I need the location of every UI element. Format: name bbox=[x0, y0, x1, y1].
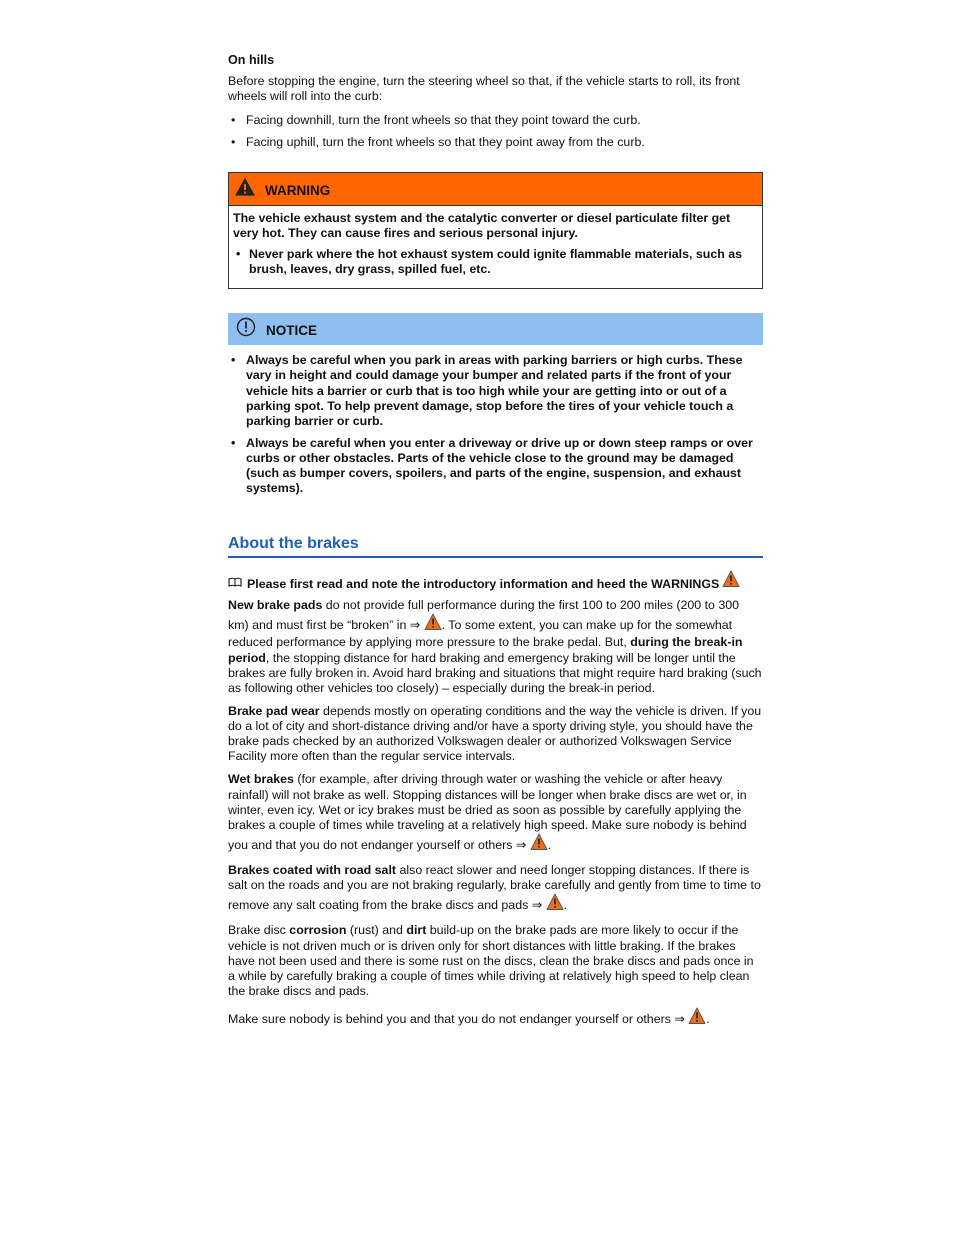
manual-page bbox=[228, 53, 763, 1037]
on-hills-list bbox=[228, 113, 763, 150]
warning-body bbox=[229, 206, 762, 289]
paragraph-text: (for example, after driving through water or washing the vehicle or after heavy rainfall) will not brake as well. Stopping distances will be longer when brake discs are wet or, in winter, even icy. Wet or icy brakes must be dried as soon as possible by carefully applying the brakes a couple of times while traveling at a relatively high speed. Make sure nobody is behind you and that you do not endanger yourself or others ⇒ bbox=[228, 772, 747, 852]
list-item: • Facing downhill, turn the front wheels so that they point toward the curb. bbox=[228, 113, 763, 128]
paragraph-text: depends mostly on operating conditions and the way the vehicle is driven. If you do a lot of city and short-distance driving and/or have a sporty driving style, you should have the brake pads checked by an authorized Volkswagen dealer or authorized Volkswagen Service Facility more often than the regular service intervals. bbox=[228, 703, 762, 764]
warning-triangle-icon[interactable] bbox=[424, 613, 442, 635]
warning-title: WARNING bbox=[265, 182, 331, 198]
list-item: • Always be careful when you park in areas with parking barriers or high curbs. These vary in height and could damage your bumper and related parts if the front of your vehicle hits a barrier or curb that is too high while your are getting into or out of a parking spot. To help prevent damage, stop before the tires of your vehicle touch a parking barrier or curb. bbox=[228, 353, 763, 429]
paragraph-text: (rust) and bbox=[346, 923, 407, 938]
notice-title: NOTICE bbox=[266, 323, 318, 339]
notice-list bbox=[228, 353, 763, 496]
on-hills-intro: Before stopping the engine, turn the steering wheel so that, if the vehicle starts to roll, its front wheels will roll into the curb: bbox=[228, 74, 740, 104]
list-item: • Always be careful when you enter a driveway or drive up or down steep ramps or over curbs or other obstacles. Parts of the vehicle close to the ground may be damaged (such as bumper covers, spoilers, and parts of the engine, suspension, and exhaust systems). bbox=[228, 436, 763, 497]
new-brake-pads-paragraph bbox=[228, 598, 763, 696]
paragraph-text: build-up on the brake pads are more likely to occur if the vehicle is not driven much or is driven only for short distances with little braking. If the brakes have not been used and there is some rust on the discs, clean the brake discs and pads once in a while by carefully braking a couple of times while driving at relatively high speed to help clean the brake discs and pads. bbox=[228, 923, 754, 998]
notice-exclamation-icon bbox=[236, 317, 256, 341]
warning-text: The vehicle exhaust system and the catalytic converter or diesel particulate filter get very hot. They can cause fires and serious personal injury. bbox=[233, 210, 731, 240]
wet-brakes-paragraph: Wet brakes (for example, after driving through water or washing the vehicle or after heavy rainfall) will not brake as well. Stopping distances will be longer when brake discs are wet or, in winter, even icy. Wet or icy brakes must be dried as soon as possible by carefully applying the brakes a couple of times while traveling at a relatively high speed. Make sure nobody is behind you and that you do not endanger yourself or others ⇒ . bbox=[228, 772, 763, 855]
brake-pad-wear-paragraph bbox=[228, 704, 763, 765]
warning-header bbox=[229, 173, 762, 206]
road-salt-paragraph: Brakes coated with road salt also react slower and need longer stopping distances. If there is salt on the roads and you are not braking regularly, brake carefully and gently from time to time to remove any salt coating from the brake discs and pads ⇒ . bbox=[228, 863, 763, 915]
warning-triangle-icon[interactable] bbox=[722, 570, 740, 592]
on-hills-heading: On hills bbox=[228, 53, 275, 67]
section-title: About the brakes bbox=[228, 534, 763, 558]
warning-box bbox=[228, 172, 763, 290]
book-icon bbox=[228, 576, 242, 591]
notice-header bbox=[228, 313, 763, 345]
term: New brake pads bbox=[228, 598, 323, 613]
notice-body bbox=[228, 345, 763, 496]
final-paragraph: Make sure nobody is behind you and that you do not endanger yourself or others ⇒ . bbox=[228, 1007, 763, 1029]
paragraph-text: Make sure nobody is behind you and that you do not endanger yourself or others ⇒ bbox=[228, 1012, 689, 1026]
term: Brakes coated with road salt bbox=[228, 863, 397, 877]
term: dirt bbox=[406, 923, 427, 938]
paragraph-text: also react slower and need longer stopping distances. If there is salt on the roads and you are not braking regularly, brake carefully and gently from time to time to remove any salt coating from the brake discs and pads ⇒ bbox=[228, 863, 761, 913]
list-item: • Facing uphill, turn the front wheels so that they point away from the curb. bbox=[228, 135, 763, 150]
intro-text: Please first read and note the introductory information and heed the WARNINGS bbox=[247, 577, 720, 591]
intro-line bbox=[228, 570, 763, 592]
term: corrosion bbox=[289, 923, 347, 938]
paragraph-text: . To some extent, you can make up for the somewhat reduced performance by applying more pressure to the brake pedal. But, bbox=[228, 618, 733, 650]
warning-list bbox=[233, 247, 758, 277]
term: during the break-in period bbox=[228, 635, 743, 665]
list-item: • Never park where the hot exhaust system could ignite flammable materials, such as brush, leaves, dry grass, spilled fuel, etc. bbox=[233, 247, 758, 277]
paragraph-text: do not provide full performance during the first 100 to 200 miles (200 to 300 km) and must first be “broken” in ⇒ bbox=[228, 598, 740, 633]
warning-triangle-icon[interactable] bbox=[546, 893, 564, 915]
paragraph-text: Brake disc bbox=[228, 923, 290, 938]
warning-triangle-icon[interactable] bbox=[530, 833, 548, 855]
paragraph-text: , the stopping distance for hard braking and emergency braking will be longer until the brakes are fully broken in. Avoid hard braking and situations that might require hard braking (such as following other vehicles too closely) – especially during the break-in period. bbox=[228, 650, 762, 695]
warning-triangle-icon[interactable] bbox=[688, 1007, 706, 1029]
corrosion-paragraph bbox=[228, 923, 763, 999]
term: Brake pad wear bbox=[228, 703, 320, 718]
warning-triangle-icon bbox=[235, 178, 255, 200]
term: Wet brakes bbox=[228, 772, 294, 787]
